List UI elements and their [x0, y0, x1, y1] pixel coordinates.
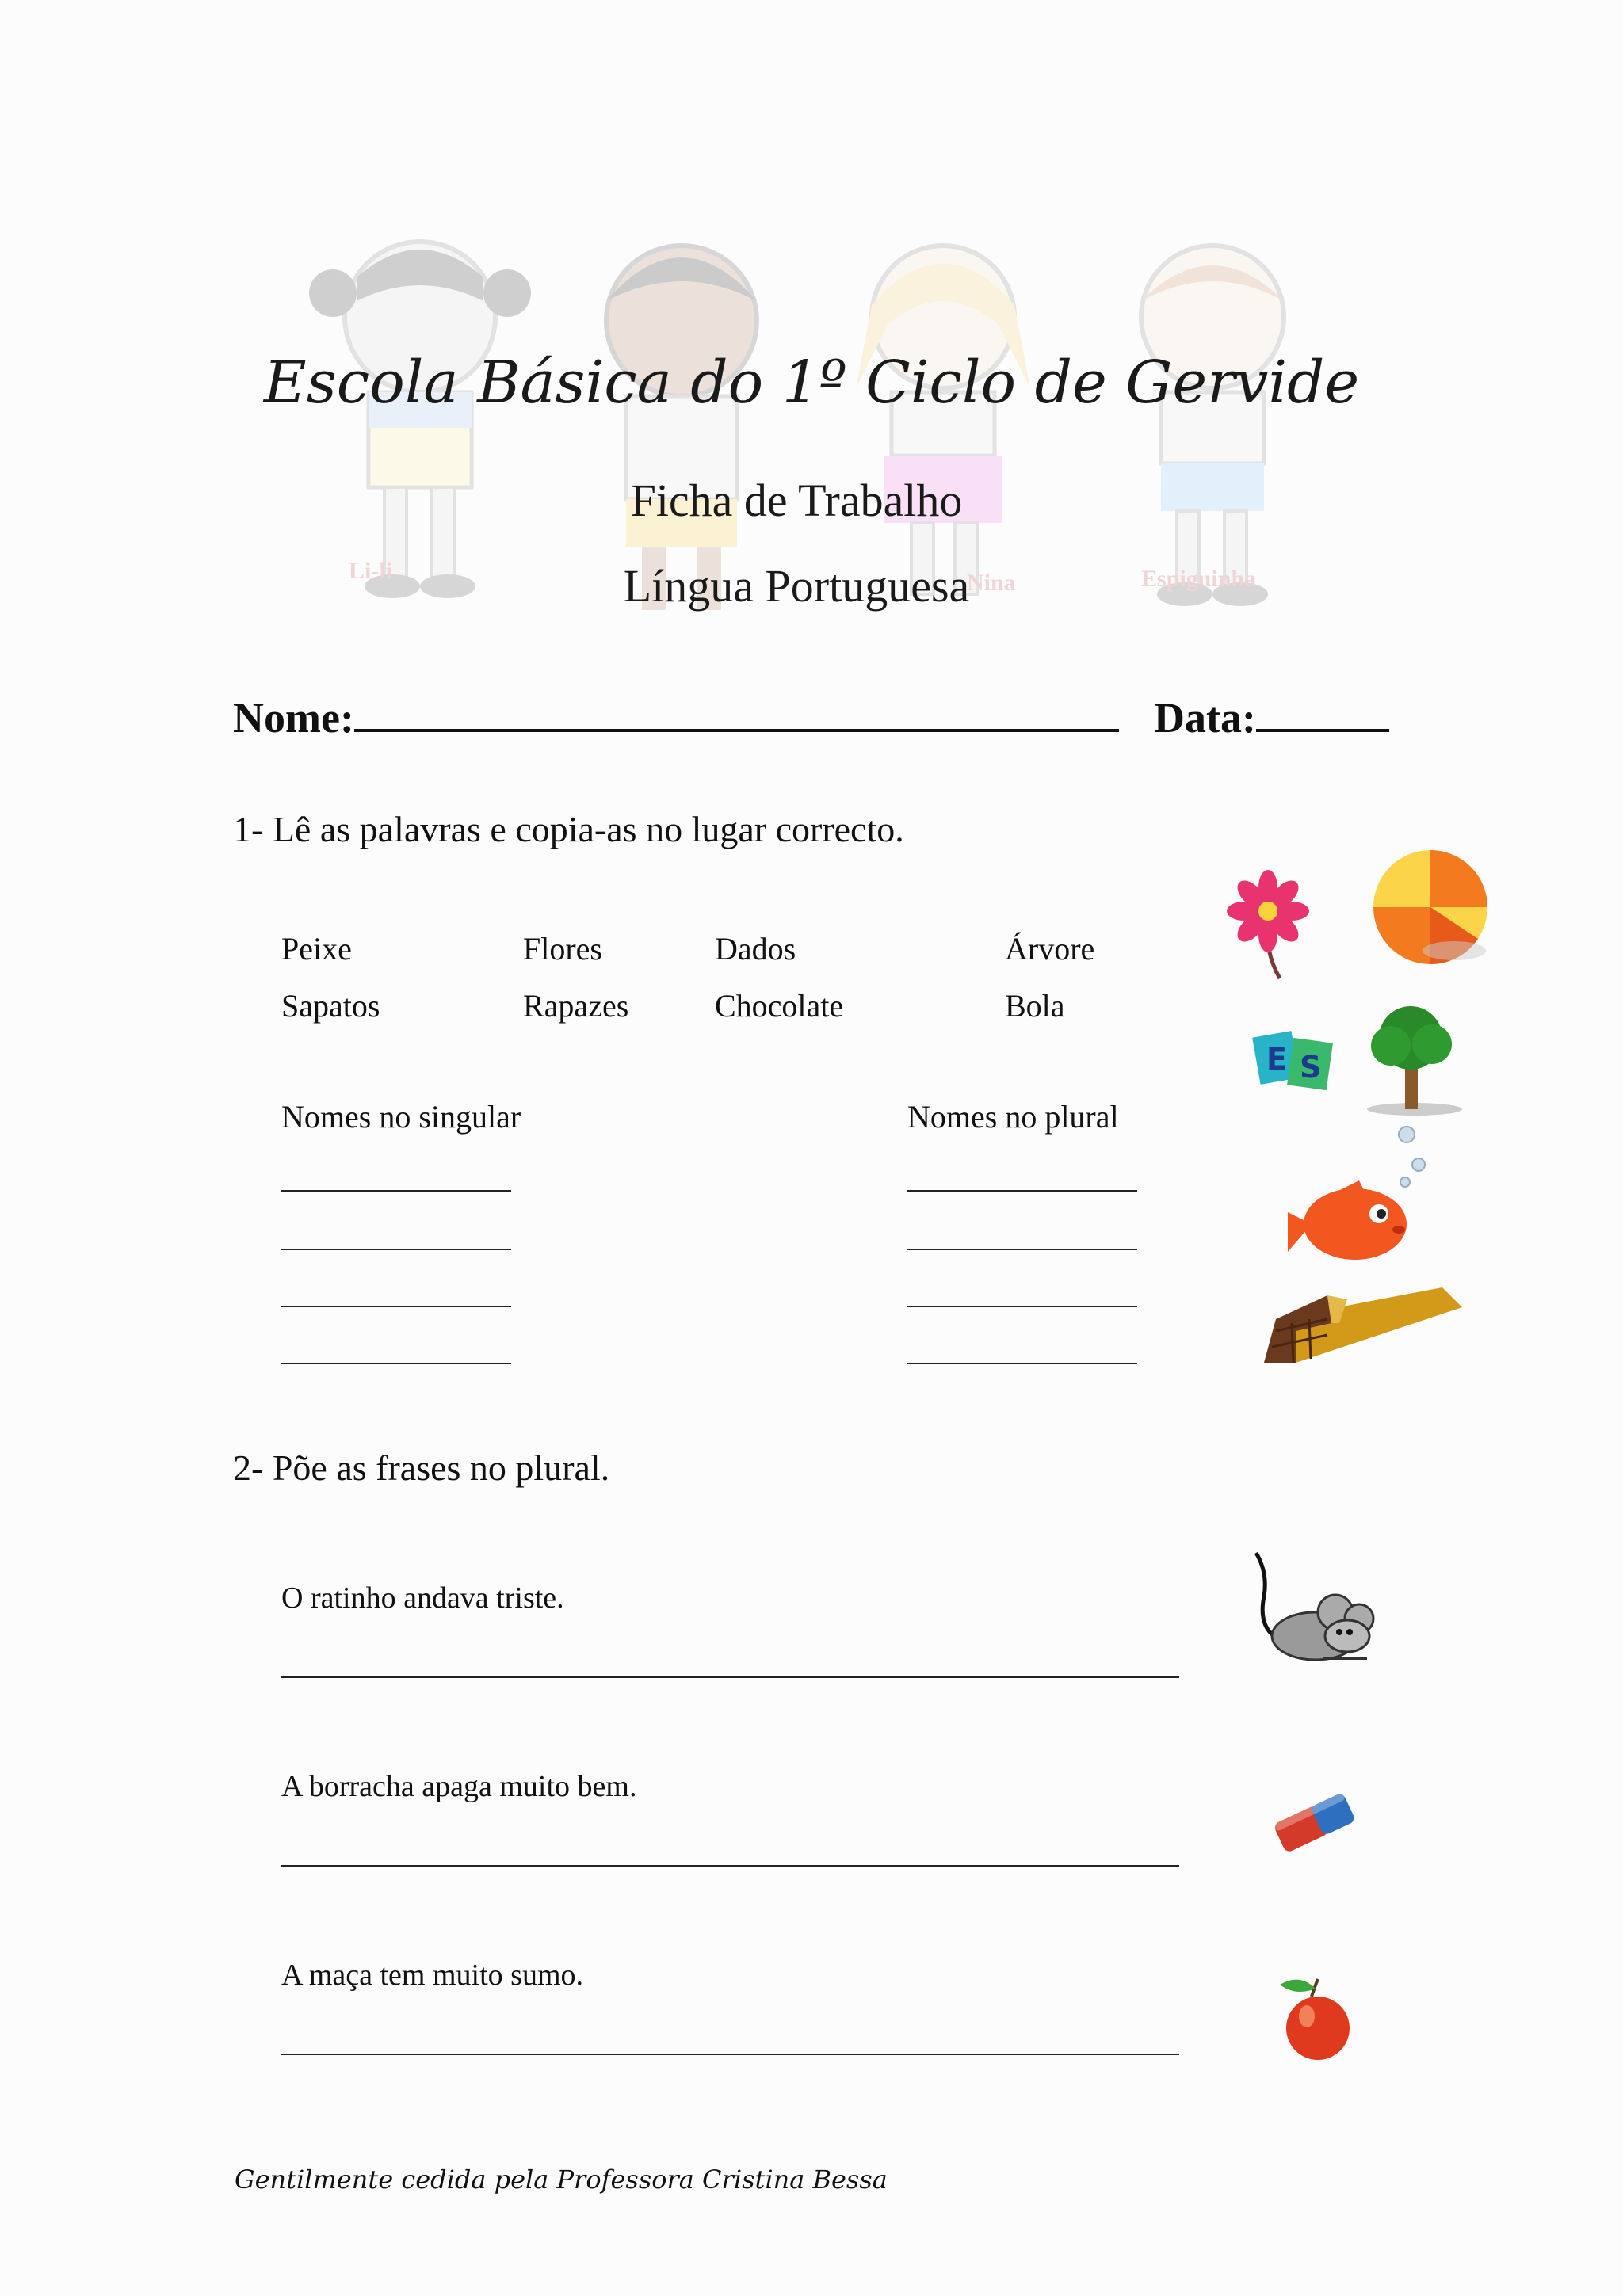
- name-field[interactable]: [233, 691, 1119, 742]
- child-figure-espiguinha: [1141, 246, 1284, 606]
- word-flores: Flores: [523, 931, 602, 967]
- word-rapazes: Rapazes: [523, 988, 629, 1024]
- watermark-name-li-li: Li-li: [349, 558, 393, 584]
- singular-answer-line[interactable]: [281, 1306, 511, 1307]
- mouse-icon: [1248, 1549, 1383, 1668]
- eraser-icon: [1268, 1779, 1363, 1862]
- beach-ball-icon: [1367, 844, 1494, 974]
- plural-answer-line[interactable]: [907, 1190, 1137, 1192]
- sentence-3: A maça tem muito sumo.: [281, 1958, 584, 1992]
- singular-answer-line[interactable]: [281, 1190, 511, 1192]
- worksheet-title: Ficha de Trabalho: [630, 475, 963, 526]
- apple-icon: [1272, 1973, 1359, 2064]
- sentence-2: A borracha apaga muito bem.: [281, 1770, 637, 1803]
- footer-credit: Gentilmente cedida pela Professora Cristina Bessa: [235, 2164, 888, 2195]
- answer-line-3[interactable]: [281, 2054, 1179, 2055]
- plural-answer-line[interactable]: [907, 1363, 1137, 1364]
- word-dados: Dados: [715, 931, 796, 967]
- svg-text:S: S: [1300, 1050, 1322, 1085]
- word-arvore: Árvore: [1005, 931, 1095, 967]
- dice-icon: [1252, 1026, 1339, 1105]
- date-field[interactable]: [1154, 691, 1389, 742]
- name-label: Nome:: [233, 694, 354, 742]
- child-figure-boy: [606, 246, 757, 610]
- child-figure-li-li: [309, 242, 531, 598]
- date-blank[interactable]: [1256, 691, 1389, 732]
- child-figure-nina: [856, 246, 1030, 594]
- watermark-name-espiguinha: Espiguinha: [1141, 566, 1257, 592]
- word-sapatos: Sapatos: [281, 988, 380, 1024]
- singular-column-label: Nomes no singular: [281, 1099, 521, 1135]
- school-title: Escola Básica do 1º Ciclo de Gervide: [263, 349, 1360, 417]
- subject-title: Língua Portuguesa: [623, 560, 970, 612]
- exercise-1-instruction: 1- Lê as palavras e copia-as no lugar correcto.: [233, 809, 904, 849]
- answer-line-2[interactable]: [281, 1865, 1179, 1867]
- singular-answer-line[interactable]: [281, 1249, 511, 1250]
- plural-answer-line[interactable]: [907, 1249, 1137, 1250]
- flower-icon: [1220, 864, 1316, 982]
- chocolate-icon: [1260, 1283, 1466, 1371]
- name-blank[interactable]: [354, 691, 1119, 732]
- plural-answer-line[interactable]: [907, 1306, 1137, 1307]
- word-bola: Bola: [1005, 988, 1065, 1024]
- answer-line-1[interactable]: [281, 1676, 1179, 1678]
- sentence-1: O ratinho andava triste.: [281, 1581, 564, 1615]
- fish-icon: [1280, 1125, 1438, 1268]
- singular-answer-line[interactable]: [281, 1363, 511, 1364]
- word-chocolate: Chocolate: [715, 988, 844, 1024]
- word-peixe: Peixe: [281, 931, 352, 967]
- watermark-name-nina: Nina: [967, 570, 1016, 596]
- tree-icon: [1359, 998, 1462, 1117]
- svg-text:E: E: [1266, 1042, 1287, 1077]
- plural-column-label: Nomes no plural: [907, 1099, 1119, 1135]
- date-label: Data:: [1154, 694, 1256, 742]
- exercise-2-instruction: 2- Põe as frases no plural.: [233, 1447, 610, 1488]
